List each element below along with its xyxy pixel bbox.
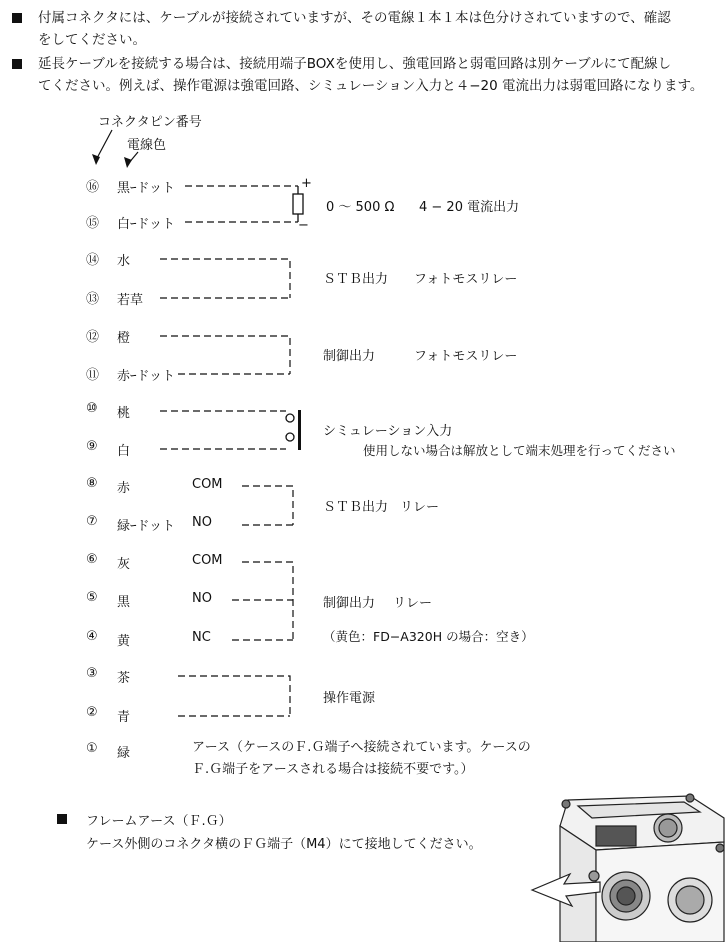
terminal-label: COM	[192, 477, 223, 492]
control-output-photomos-type: フォトモスリレー	[414, 349, 518, 364]
resistance-range: 0 〜 500 Ω	[326, 200, 395, 215]
power-supply-label: 操作電源	[323, 691, 376, 706]
pin-number: ③	[86, 666, 98, 681]
control-output-relay-note: （黄色：FD−A320H の場合：空き）	[323, 629, 534, 644]
stb-output-relay-type: リレー	[400, 500, 440, 515]
pin-number: ⑭	[86, 253, 100, 268]
wire-color: 茶	[117, 671, 131, 686]
terminal-label: NO	[192, 591, 212, 606]
stb-output-photomos-type: フォトモスリレー	[414, 272, 518, 287]
stb-output-photomos-label: ＳＴＢ出力	[323, 272, 389, 287]
terminal-label: NC	[192, 630, 211, 645]
current-output-label: 4 − 20 電流出力	[419, 200, 520, 215]
polarity-minus: −	[298, 218, 309, 233]
wire-color: 緑ｰドット	[117, 519, 175, 534]
fg-terminal	[589, 871, 599, 881]
control-output-relay-type: リレー	[393, 596, 433, 611]
frame-earth-title: フレームアース（Ｆ.Ｇ）	[86, 814, 232, 829]
wire-color: 黒ｰドット	[117, 181, 175, 196]
pin-number: ⑩	[86, 401, 98, 416]
wire-color: 黒	[117, 595, 131, 610]
pin-number: ⑤	[86, 590, 98, 605]
terminal-label: COM	[192, 553, 223, 568]
note-1-line-1: 付属コネクタには、ケーブルが接続されていますが、その電線１本１本は色分けされていますので、確認	[38, 10, 671, 26]
wire-color: 灰	[117, 557, 131, 572]
wire-color: 桃	[117, 406, 131, 421]
pin-number: ⑦	[86, 514, 98, 529]
polarity-plus: +	[301, 176, 312, 191]
wire-color-label: 電線色	[127, 138, 167, 153]
wire-color: 白ｰドット	[117, 217, 175, 232]
pin-number: ⑪	[86, 368, 100, 383]
note-1-line-2: をしてください。	[38, 32, 146, 48]
terminal-label: NO	[192, 515, 212, 530]
pin-number: ④	[86, 629, 98, 644]
wire-color: 若草	[117, 293, 144, 308]
pin-number-label: コネクタピン番号	[98, 115, 202, 130]
wire-color: 赤ｰドット	[117, 369, 175, 384]
frame-earth-text: ケース外側のコネクタ横のＦＧ端子（M4）にて接地してください。	[86, 837, 482, 852]
pin-number: ⑯	[86, 180, 100, 195]
note-2-line-2: てください。例えば、操作電源は強電回路、シミュレーション入力と４−20 電流出力は弱電回路になります。	[38, 78, 704, 94]
wire-color: 緑	[117, 746, 131, 761]
device-window	[596, 826, 636, 846]
wire-color: 水	[117, 254, 131, 269]
simulation-input-note: 使用しない場合は解放として端末処理を行ってください	[363, 443, 676, 458]
wire-color: 黄	[117, 634, 131, 649]
wire-color: 赤	[117, 481, 131, 496]
simulation-input-label: シミュレーション入力	[323, 424, 453, 439]
control-output-photomos-label: 制御出力	[323, 349, 376, 364]
pin-number: ⑫	[86, 330, 100, 345]
wire-color: 青	[117, 710, 131, 725]
pin-number: ⑨	[86, 439, 98, 454]
stb-output-relay-label: ＳＴＢ出力	[323, 500, 389, 515]
pin-number: ⑬	[86, 292, 100, 307]
pin-number: ⑧	[86, 476, 98, 491]
wire-color: 白	[117, 444, 131, 459]
note-2-line-1: 延長ケーブルを接続する場合は、接続用端子BOXを使用し、強電回路と弱電回路は別ケーブルにて配線し	[38, 56, 672, 72]
pin-number: ⑮	[86, 216, 100, 231]
pin-number: ②	[86, 705, 98, 720]
earth-note-line-2: Ｆ.Ｇ端子をアースされる場合は接続不要です。）	[192, 762, 474, 777]
pin-number: ①	[86, 741, 98, 756]
wire-color: 橙	[117, 331, 131, 346]
control-output-relay-label: 制御出力	[323, 596, 376, 611]
earth-note-line-1: アース（ケースのＦ.Ｇ端子へ接続されています。ケースの	[192, 740, 531, 755]
pin-number: ⑥	[86, 552, 98, 567]
